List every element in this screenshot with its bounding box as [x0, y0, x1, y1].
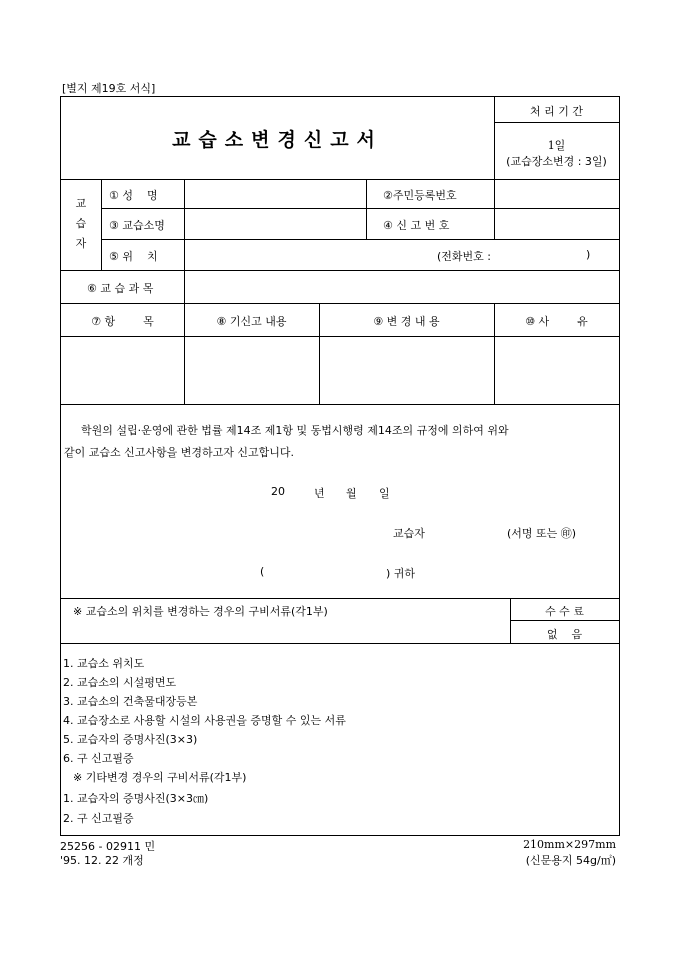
divider [61, 303, 619, 304]
form-title: 교습소변경신고서 [172, 129, 383, 151]
applicant-side-label-2: 습 [75, 217, 87, 230]
reason-cell[interactable] [495, 337, 619, 404]
footer-code: 25256 - 02911 민 [60, 840, 156, 853]
processing-days: 1일 [547, 139, 566, 152]
item-cell[interactable] [61, 337, 184, 404]
processing-period-header: 처 리 기 간 [530, 105, 583, 118]
form-number-label: [별지 제19호 서식] [62, 82, 156, 95]
name-field[interactable] [184, 179, 366, 208]
docs-location-item: 3. 교습소의 건축물대장등본 [63, 695, 198, 708]
statement-line-2: 같이 교습소 신고사항을 변경하고자 신고합니다. [64, 446, 295, 459]
fee-header: 수 수 료 [545, 605, 584, 618]
divider [494, 122, 619, 123]
report-number-label: ④ 신 고 번 호 [383, 219, 450, 232]
footer-paper: (신문용지 54g/㎡) [525, 854, 616, 867]
column-existing: ⑧ 기신고 내용 [216, 315, 287, 328]
docs-location-item: 5. 교습자의 증명사진(3×3) [63, 733, 198, 746]
date-year-unit: 년 [314, 487, 325, 500]
divider [61, 404, 619, 405]
applicant-side-label-1: 교 [75, 197, 87, 210]
docs-location-item: 1. 교습소 위치도 [63, 657, 145, 670]
docs-other-item: 1. 교습자의 증명사진(3×3㎝) [63, 792, 209, 805]
date-month-unit: 월 [346, 487, 357, 500]
applicant-side-label-3: 자 [75, 237, 87, 250]
divider [366, 179, 367, 239]
docs-location-item: 4. 교습장소로 사용할 시설의 사용권을 증명할 수 있는 서류 [63, 714, 346, 727]
date-day-unit: 일 [379, 487, 390, 500]
docs-location-item: 6. 구 신고필증 [63, 752, 134, 765]
divider [101, 179, 102, 270]
docs-location-item: 2. 교습소의 시설평면도 [63, 676, 177, 689]
school-name-field[interactable] [184, 208, 366, 239]
phone-close: ) [586, 248, 591, 261]
column-change: ⑨ 변 경 내 용 [373, 315, 440, 328]
subject-label: ⑥ 교 습 과 목 [87, 282, 154, 295]
docs-other-item: 2. 구 신고필증 [63, 812, 134, 825]
divider [61, 643, 619, 644]
statement-line-1: 학원의 설립·운영에 관한 법률 제14조 제1항 및 동법시행령 제14조의 규정에 의하여 위와 [81, 424, 509, 437]
subject-field[interactable] [184, 270, 619, 303]
addressee-close: ) 귀하 [386, 567, 416, 580]
form-frame [60, 96, 620, 836]
rrn-field[interactable] [494, 179, 619, 208]
signer-label: 교습자 [393, 527, 425, 540]
report-number-field[interactable] [494, 208, 619, 239]
divider [61, 598, 619, 599]
docs-other-header: ※ 기타변경 경우의 구비서류(각1부) [73, 771, 247, 784]
existing-content-cell[interactable] [185, 337, 319, 404]
addressee-open: ( [260, 565, 265, 578]
location-field[interactable] [184, 239, 619, 270]
location-label: ⑤ 위 치 [109, 250, 158, 263]
processing-note: (교습장소변경 : 3일) [506, 155, 607, 168]
divider [510, 620, 619, 621]
footer-size: 210mm×297mm [523, 838, 616, 851]
phone-label: (전화번호 : [437, 250, 491, 263]
footer-revision: '95. 12. 22 개정 [60, 854, 144, 867]
column-reason: ⑩ 사 유 [525, 315, 588, 328]
date-year: 20 [271, 485, 285, 498]
name-label: ① 성 명 [109, 189, 158, 202]
docs-header: ※ 교습소의 위치를 변경하는 경우의 구비서류(각1부) [73, 605, 328, 618]
school-name-label: ③ 교습소명 [109, 219, 165, 232]
column-item: ⑦ 항 목 [91, 315, 154, 328]
change-content-cell[interactable] [320, 337, 494, 404]
fee-value: 없 음 [546, 628, 583, 641]
signature-note: (서명 또는 ㊞) [507, 527, 577, 540]
rrn-label: ②주민등록번호 [383, 189, 457, 202]
